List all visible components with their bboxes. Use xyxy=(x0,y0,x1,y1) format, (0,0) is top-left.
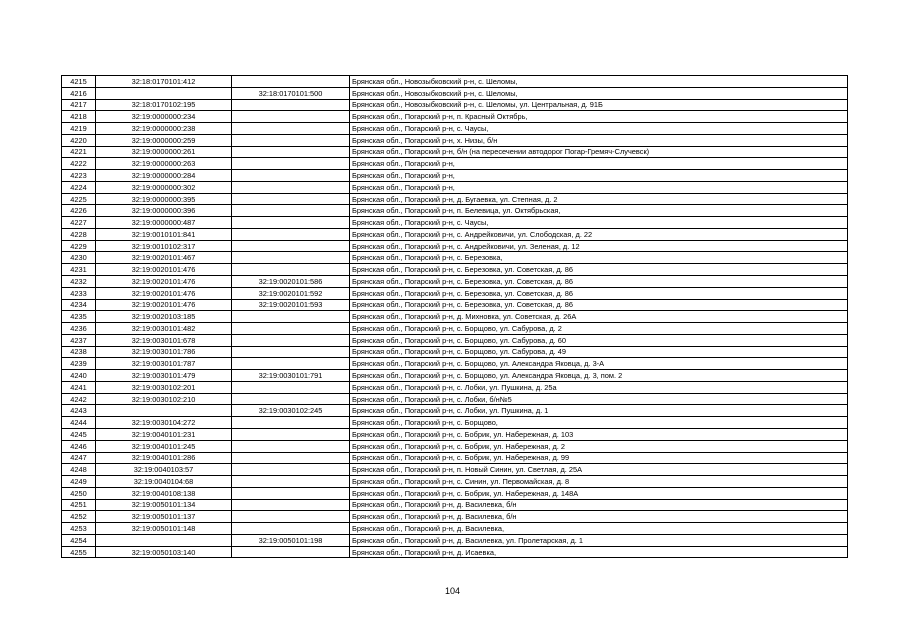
related-cadastral-number-cell xyxy=(232,334,350,346)
related-cadastral-number-cell xyxy=(232,417,350,429)
cadastral-number-cell: 32:19:0020101:476 xyxy=(96,287,232,299)
table-row xyxy=(62,393,848,405)
related-cadastral-number-cell xyxy=(232,358,350,370)
row-number-cell: 4254 xyxy=(62,534,96,546)
table-row xyxy=(62,287,848,299)
related-cadastral-number-cell xyxy=(232,487,350,499)
address-cell: Брянская обл., Погарский р-н, с. Бобрик, ул. Набережная, д. 148А xyxy=(350,487,848,499)
table-body xyxy=(62,76,848,558)
address-cell: Брянская обл., Погарский р-н, с. Бобрик, ул. Набережная, д. 103 xyxy=(350,428,848,440)
address-cell: Брянская обл., Погарский р-н, с. Чаусы, xyxy=(350,123,848,135)
row-number-cell: 4253 xyxy=(62,523,96,535)
address-cell: Брянская обл., Погарский р-н, с. Андрейковичи, ул. Зеленая, д. 12 xyxy=(350,240,848,252)
table-row xyxy=(62,511,848,523)
address-cell: Брянская обл., Погарский р-н, д. Василевка, xyxy=(350,523,848,535)
address-cell: Брянская обл., Погарский р-н, с. Чаусы, xyxy=(350,217,848,229)
cadastral-number-cell: 32:19:0030101:786 xyxy=(96,346,232,358)
cadastral-table xyxy=(61,75,848,558)
row-number-cell: 4228 xyxy=(62,228,96,240)
cadastral-number-cell: 32:19:0040101:286 xyxy=(96,452,232,464)
cadastral-number-cell: 32:19:0000000:487 xyxy=(96,217,232,229)
table-row xyxy=(62,240,848,252)
cadastral-number-cell: 32:19:0050101:148 xyxy=(96,523,232,535)
address-cell: Брянская обл., Погарский р-н, с. Березовка, ул. Советская, д. 86 xyxy=(350,264,848,276)
table-row xyxy=(62,346,848,358)
address-cell: Брянская обл., Погарский р-н, с. Андрейковичи, ул. Слободская, д. 22 xyxy=(350,228,848,240)
cadastral-number-cell: 32:19:0010101:841 xyxy=(96,228,232,240)
related-cadastral-number-cell xyxy=(232,146,350,158)
address-cell: Брянская обл., Погарский р-н, с. Бобрик, ул. Набережная, д. 2 xyxy=(350,440,848,452)
address-cell: Брянская обл., Погарский р-н, с. Лобки, ул. Пушкина, д. 25а xyxy=(350,381,848,393)
related-cadastral-number-cell xyxy=(232,440,350,452)
related-cadastral-number-cell xyxy=(232,311,350,323)
table-row xyxy=(62,487,848,499)
table-row xyxy=(62,440,848,452)
related-cadastral-number-cell xyxy=(232,264,350,276)
related-cadastral-number-cell xyxy=(232,205,350,217)
address-cell: Брянская обл., Погарский р-н, д. Исаевка, xyxy=(350,546,848,558)
address-cell: Брянская обл., Погарский р-н, с. Лобки, б/н№5 xyxy=(350,393,848,405)
row-number-cell: 4255 xyxy=(62,546,96,558)
row-number-cell: 4230 xyxy=(62,252,96,264)
address-cell: Брянская обл., Погарский р-н, с. Березовка, ул. Советская, д. 86 xyxy=(350,299,848,311)
address-cell: Брянская обл., Погарский р-н, д. Василевка, б/н xyxy=(350,511,848,523)
cadastral-number-cell: 32:19:0000000:238 xyxy=(96,123,232,135)
row-number-cell: 4216 xyxy=(62,87,96,99)
cadastral-number-cell: 32:19:0040101:231 xyxy=(96,428,232,440)
cadastral-number-cell: 32:19:0020101:476 xyxy=(96,264,232,276)
cadastral-number-cell: 32:19:0040104:68 xyxy=(96,476,232,488)
related-cadastral-number-cell: 32:19:0030102:245 xyxy=(232,405,350,417)
row-number-cell: 4239 xyxy=(62,358,96,370)
cadastral-number-cell: 32:19:0000000:284 xyxy=(96,170,232,182)
cadastral-number-cell: 32:19:0050101:134 xyxy=(96,499,232,511)
cadastral-number-cell: 32:19:0000000:263 xyxy=(96,158,232,170)
row-number-cell: 4240 xyxy=(62,370,96,382)
cadastral-number-cell: 32:18:0170101:412 xyxy=(96,76,232,88)
related-cadastral-number-cell xyxy=(232,452,350,464)
related-cadastral-number-cell xyxy=(232,393,350,405)
related-cadastral-number-cell: 32:19:0050101:198 xyxy=(232,534,350,546)
row-number-cell: 4237 xyxy=(62,334,96,346)
related-cadastral-number-cell: 32:19:0020101:586 xyxy=(232,276,350,288)
table-row xyxy=(62,546,848,558)
cadastral-number-cell: 32:19:0020103:185 xyxy=(96,311,232,323)
related-cadastral-number-cell xyxy=(232,170,350,182)
row-number-cell: 4236 xyxy=(62,323,96,335)
address-cell: Брянская обл., Погарский р-н, xyxy=(350,170,848,182)
related-cadastral-number-cell xyxy=(232,428,350,440)
row-number-cell: 4247 xyxy=(62,452,96,464)
related-cadastral-number-cell xyxy=(232,228,350,240)
address-cell: Брянская обл., Погарский р-н, с. Бобрик, ул. Набережная, д. 99 xyxy=(350,452,848,464)
table-row xyxy=(62,464,848,476)
table-row xyxy=(62,534,848,546)
related-cadastral-number-cell xyxy=(232,217,350,229)
table-row xyxy=(62,170,848,182)
table-row xyxy=(62,405,848,417)
row-number-cell: 4218 xyxy=(62,111,96,123)
cadastral-number-cell: 32:19:0000000:261 xyxy=(96,146,232,158)
cadastral-number-cell: 32:19:0000000:396 xyxy=(96,205,232,217)
cadastral-number-cell: 32:19:0030101:678 xyxy=(96,334,232,346)
row-number-cell: 4250 xyxy=(62,487,96,499)
row-number-cell: 4221 xyxy=(62,146,96,158)
table-row xyxy=(62,311,848,323)
related-cadastral-number-cell xyxy=(232,99,350,111)
table-row xyxy=(62,370,848,382)
row-number-cell: 4251 xyxy=(62,499,96,511)
cadastral-number-cell: 32:19:0010102:317 xyxy=(96,240,232,252)
address-cell: Брянская обл., Новозыбковский р-н, с. Шеломы, xyxy=(350,76,848,88)
row-number-cell: 4244 xyxy=(62,417,96,429)
row-number-cell: 4246 xyxy=(62,440,96,452)
row-number-cell: 4231 xyxy=(62,264,96,276)
related-cadastral-number-cell: 32:19:0030101:791 xyxy=(232,370,350,382)
related-cadastral-number-cell xyxy=(232,476,350,488)
row-number-cell: 4233 xyxy=(62,287,96,299)
cadastral-number-cell: 32:19:0050101:137 xyxy=(96,511,232,523)
row-number-cell: 4234 xyxy=(62,299,96,311)
address-cell: Брянская обл., Погарский р-н, с. Березовка, ул. Советская, д. 86 xyxy=(350,276,848,288)
table-row xyxy=(62,417,848,429)
cadastral-number-cell xyxy=(96,405,232,417)
address-cell: Брянская обл., Погарский р-н, д. Василевка, б/н xyxy=(350,499,848,511)
related-cadastral-number-cell: 32:18:0170101:500 xyxy=(232,87,350,99)
row-number-cell: 4235 xyxy=(62,311,96,323)
table-row xyxy=(62,76,848,88)
related-cadastral-number-cell xyxy=(232,134,350,146)
table-row xyxy=(62,99,848,111)
related-cadastral-number-cell xyxy=(232,523,350,535)
row-number-cell: 4232 xyxy=(62,276,96,288)
row-number-cell: 4252 xyxy=(62,511,96,523)
cadastral-number-cell: 32:19:0030101:479 xyxy=(96,370,232,382)
related-cadastral-number-cell xyxy=(232,464,350,476)
related-cadastral-number-cell xyxy=(232,323,350,335)
cadastral-number-cell: 32:19:0030102:201 xyxy=(96,381,232,393)
related-cadastral-number-cell: 32:19:0020101:593 xyxy=(232,299,350,311)
cadastral-number-cell: 32:19:0030101:787 xyxy=(96,358,232,370)
page-number: 104 xyxy=(444,586,461,596)
related-cadastral-number-cell xyxy=(232,252,350,264)
address-cell: Брянская обл., Погарский р-н, xyxy=(350,181,848,193)
row-number-cell: 4215 xyxy=(62,76,96,88)
address-cell: Брянская обл., Погарский р-н, б/н (на пересечении автодорог Погар-Гремяч-Случевск) xyxy=(350,146,848,158)
table-row xyxy=(62,181,848,193)
row-number-cell: 4241 xyxy=(62,381,96,393)
related-cadastral-number-cell xyxy=(232,546,350,558)
row-number-cell: 4220 xyxy=(62,134,96,146)
address-cell: Брянская обл., Погарский р-н, xyxy=(350,158,848,170)
row-number-cell: 4248 xyxy=(62,464,96,476)
table-row xyxy=(62,299,848,311)
table-row xyxy=(62,205,848,217)
cadastral-number-cell: 32:19:0000000:234 xyxy=(96,111,232,123)
table-row xyxy=(62,428,848,440)
table-row xyxy=(62,264,848,276)
table-row xyxy=(62,228,848,240)
row-number-cell: 4217 xyxy=(62,99,96,111)
related-cadastral-number-cell xyxy=(232,499,350,511)
cadastral-number-cell: 32:19:0040108:138 xyxy=(96,487,232,499)
row-number-cell: 4242 xyxy=(62,393,96,405)
cadastral-number-cell: 32:18:0170102:195 xyxy=(96,99,232,111)
cadastral-number-cell: 32:19:0040103:57 xyxy=(96,464,232,476)
cadastral-number-cell: 32:19:0020101:476 xyxy=(96,276,232,288)
cadastral-number-cell: 32:19:0020101:476 xyxy=(96,299,232,311)
row-number-cell: 4226 xyxy=(62,205,96,217)
cadastral-number-cell: 32:19:0030104:272 xyxy=(96,417,232,429)
related-cadastral-number-cell xyxy=(232,346,350,358)
row-number-cell: 4224 xyxy=(62,181,96,193)
table-row xyxy=(62,523,848,535)
address-cell: Брянская обл., Погарский р-н, с. Синин, ул. Первомайская, д. 8 xyxy=(350,476,848,488)
row-number-cell: 4243 xyxy=(62,405,96,417)
row-number-cell: 4229 xyxy=(62,240,96,252)
cadastral-number-cell: 32:19:0030101:482 xyxy=(96,323,232,335)
address-cell: Брянская обл., Погарский р-н, п. Белевица, ул. Октябрьская, xyxy=(350,205,848,217)
table-row xyxy=(62,358,848,370)
table-row xyxy=(62,158,848,170)
row-number-cell: 4219 xyxy=(62,123,96,135)
row-number-cell: 4245 xyxy=(62,428,96,440)
document-table-container xyxy=(61,75,847,558)
address-cell: Брянская обл., Погарский р-н, п. Новый Синин, ул. Светлая, д. 25А xyxy=(350,464,848,476)
related-cadastral-number-cell xyxy=(232,511,350,523)
table-row xyxy=(62,452,848,464)
table-row xyxy=(62,499,848,511)
address-cell: Брянская обл., Погарский р-н, с. Лобки, ул. Пушкина, д. 1 xyxy=(350,405,848,417)
table-row xyxy=(62,146,848,158)
cadastral-number-cell: 32:19:0000000:259 xyxy=(96,134,232,146)
address-cell: Брянская обл., Погарский р-н, с. Борщово, ул. Сабурова, д. 60 xyxy=(350,334,848,346)
cadastral-number-cell: 32:19:0000000:302 xyxy=(96,181,232,193)
related-cadastral-number-cell xyxy=(232,111,350,123)
address-cell: Брянская обл., Погарский р-н, с. Борщово, ул. Сабурова, д. 2 xyxy=(350,323,848,335)
related-cadastral-number-cell xyxy=(232,123,350,135)
table-row xyxy=(62,252,848,264)
row-number-cell: 4238 xyxy=(62,346,96,358)
cadastral-number-cell: 32:19:0030102:210 xyxy=(96,393,232,405)
row-number-cell: 4225 xyxy=(62,193,96,205)
related-cadastral-number-cell xyxy=(232,181,350,193)
address-cell: Брянская обл., Новозыбковский р-н, с. Шеломы, xyxy=(350,87,848,99)
table-row xyxy=(62,276,848,288)
row-number-cell: 4222 xyxy=(62,158,96,170)
address-cell: Брянская обл., Погарский р-н, с. Борщово, ул. Александра Яковца, д. 3-А xyxy=(350,358,848,370)
related-cadastral-number-cell xyxy=(232,158,350,170)
address-cell: Брянская обл., Погарский р-н, д. Михновка, ул. Советская, д. 26А xyxy=(350,311,848,323)
address-cell: Брянская обл., Погарский р-н, д. Бугаевка, ул. Степная, д. 2 xyxy=(350,193,848,205)
table-row xyxy=(62,134,848,146)
row-number-cell: 4249 xyxy=(62,476,96,488)
related-cadastral-number-cell xyxy=(232,381,350,393)
related-cadastral-number-cell: 32:19:0020101:592 xyxy=(232,287,350,299)
table-row xyxy=(62,323,848,335)
table-row xyxy=(62,123,848,135)
address-cell: Брянская обл., Погарский р-н, п. Красный Октябрь, xyxy=(350,111,848,123)
table-row xyxy=(62,193,848,205)
cadastral-number-cell: 32:19:0000000:395 xyxy=(96,193,232,205)
related-cadastral-number-cell xyxy=(232,240,350,252)
cadastral-number-cell: 32:19:0050103:140 xyxy=(96,546,232,558)
address-cell: Брянская обл., Погарский р-н, с. Борщово, xyxy=(350,417,848,429)
row-number-cell: 4223 xyxy=(62,170,96,182)
address-cell: Брянская обл., Новозыбковский р-н, с. Шеломы, ул. Центральная, д. 91Б xyxy=(350,99,848,111)
address-cell: Брянская обл., Погарский р-н, с. Борщово, ул. Александра Яковца, д. 3, пом. 2 xyxy=(350,370,848,382)
address-cell: Брянская обл., Погарский р-н, х. Низы, б/н xyxy=(350,134,848,146)
related-cadastral-number-cell xyxy=(232,76,350,88)
table-row xyxy=(62,476,848,488)
table-row xyxy=(62,217,848,229)
cadastral-number-cell: 32:19:0020101:467 xyxy=(96,252,232,264)
table-row xyxy=(62,381,848,393)
address-cell: Брянская обл., Погарский р-н, с. Березовка, ул. Советская, д. 86 xyxy=(350,287,848,299)
table-row xyxy=(62,111,848,123)
cadastral-number-cell xyxy=(96,87,232,99)
address-cell: Брянская обл., Погарский р-н, с. Борщово, ул. Сабурова, д. 49 xyxy=(350,346,848,358)
table-row xyxy=(62,87,848,99)
related-cadastral-number-cell xyxy=(232,193,350,205)
address-cell: Брянская обл., Погарский р-н, д. Василевка, ул. Пролетарская, д. 1 xyxy=(350,534,848,546)
address-cell: Брянская обл., Погарский р-н, с. Березовка, xyxy=(350,252,848,264)
cadastral-number-cell xyxy=(96,534,232,546)
cadastral-number-cell: 32:19:0040101:245 xyxy=(96,440,232,452)
table-row xyxy=(62,334,848,346)
row-number-cell: 4227 xyxy=(62,217,96,229)
